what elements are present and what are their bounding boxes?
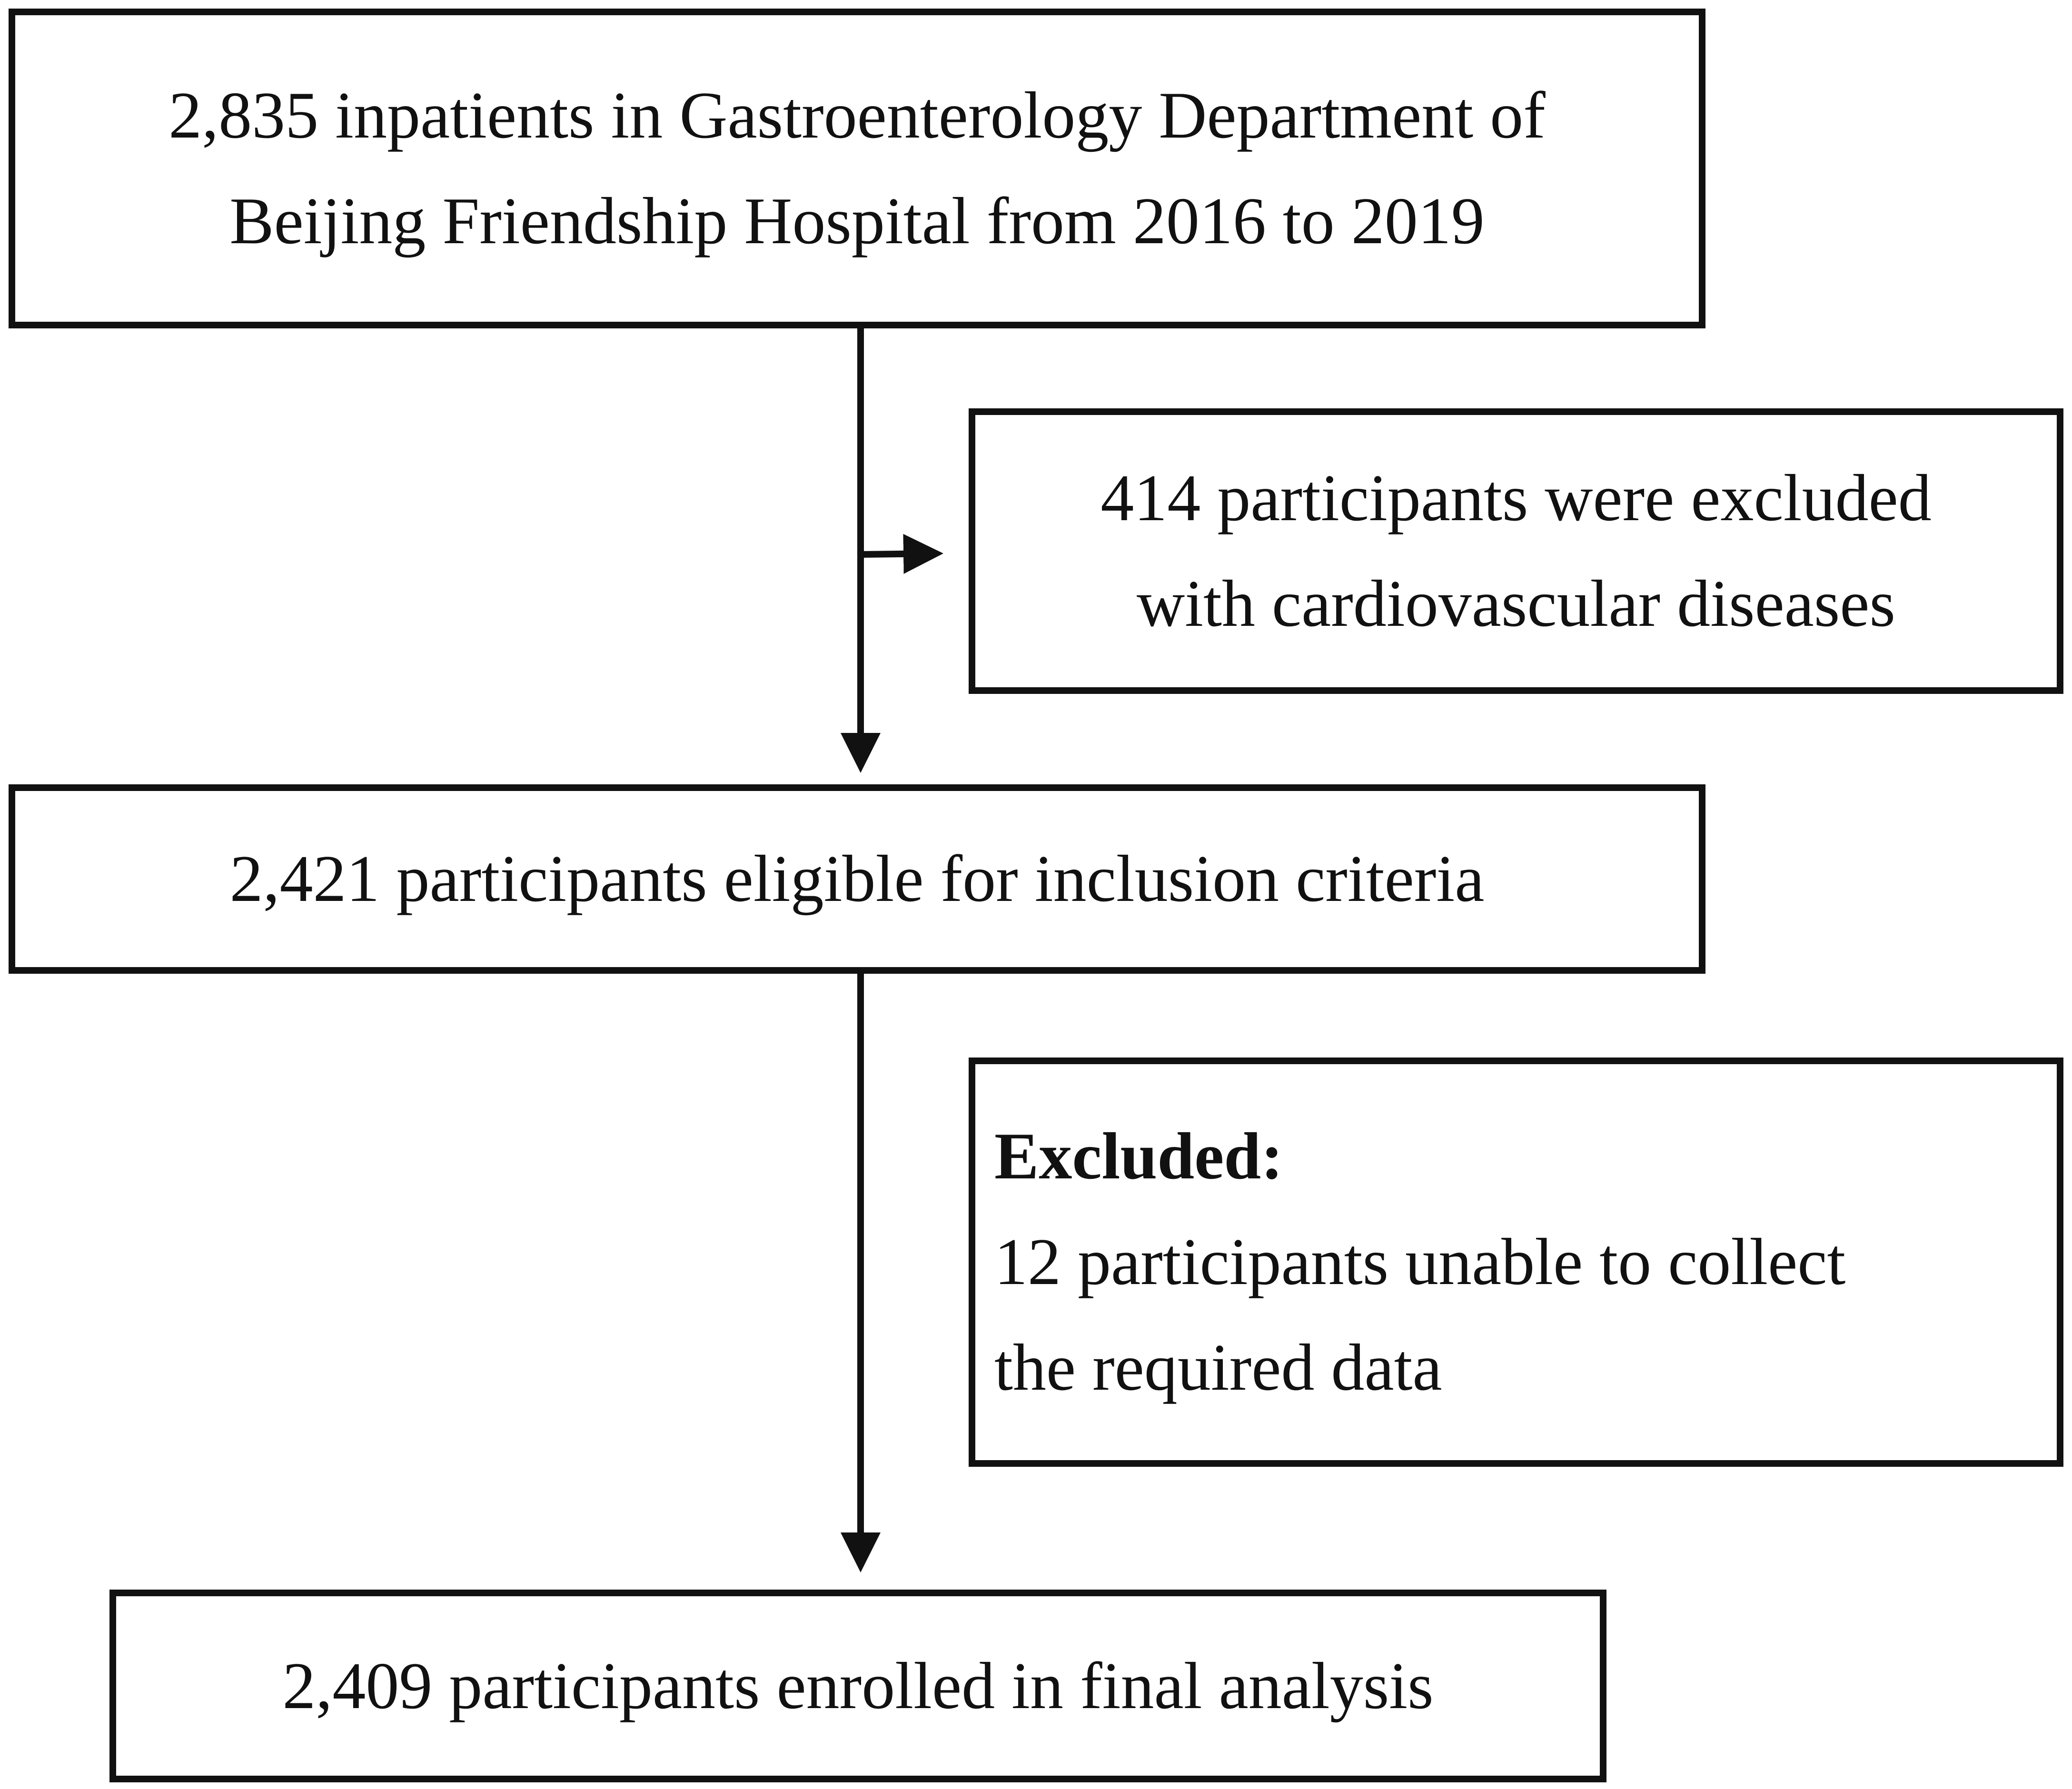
start-population-line-1: 2,835 inpatients in Gastroenterology Department of xyxy=(169,79,1546,152)
eligible-participants-line: 2,421 participants eligible for inclusion criteria xyxy=(229,842,1485,916)
exclusion-missing-data-box xyxy=(969,1058,2063,1467)
eligible-participants-box xyxy=(9,784,1705,974)
exclusion-heading: Excluded: xyxy=(994,1119,1283,1193)
start-population-box xyxy=(9,9,1705,328)
exclusion-cardiovascular-line-2: with cardiovascular diseases xyxy=(1137,567,1895,641)
exclusion-missing-data-line-1: 12 participants unable to collect xyxy=(994,1225,1846,1299)
exclusion-cardiovascular-line-1: 414 participants were excluded xyxy=(1100,461,1932,535)
exclusion-cardiovascular-box xyxy=(969,408,2063,694)
exclusion-missing-data-line-2: the required data xyxy=(994,1331,1442,1404)
start-population-line-2: Beijing Friendship Hospital from 2016 to 2019 xyxy=(229,184,1485,258)
final-analysis-line: 2,409 participants enrolled in final analysis xyxy=(282,1649,1434,1723)
final-analysis-box xyxy=(109,1590,1606,1782)
